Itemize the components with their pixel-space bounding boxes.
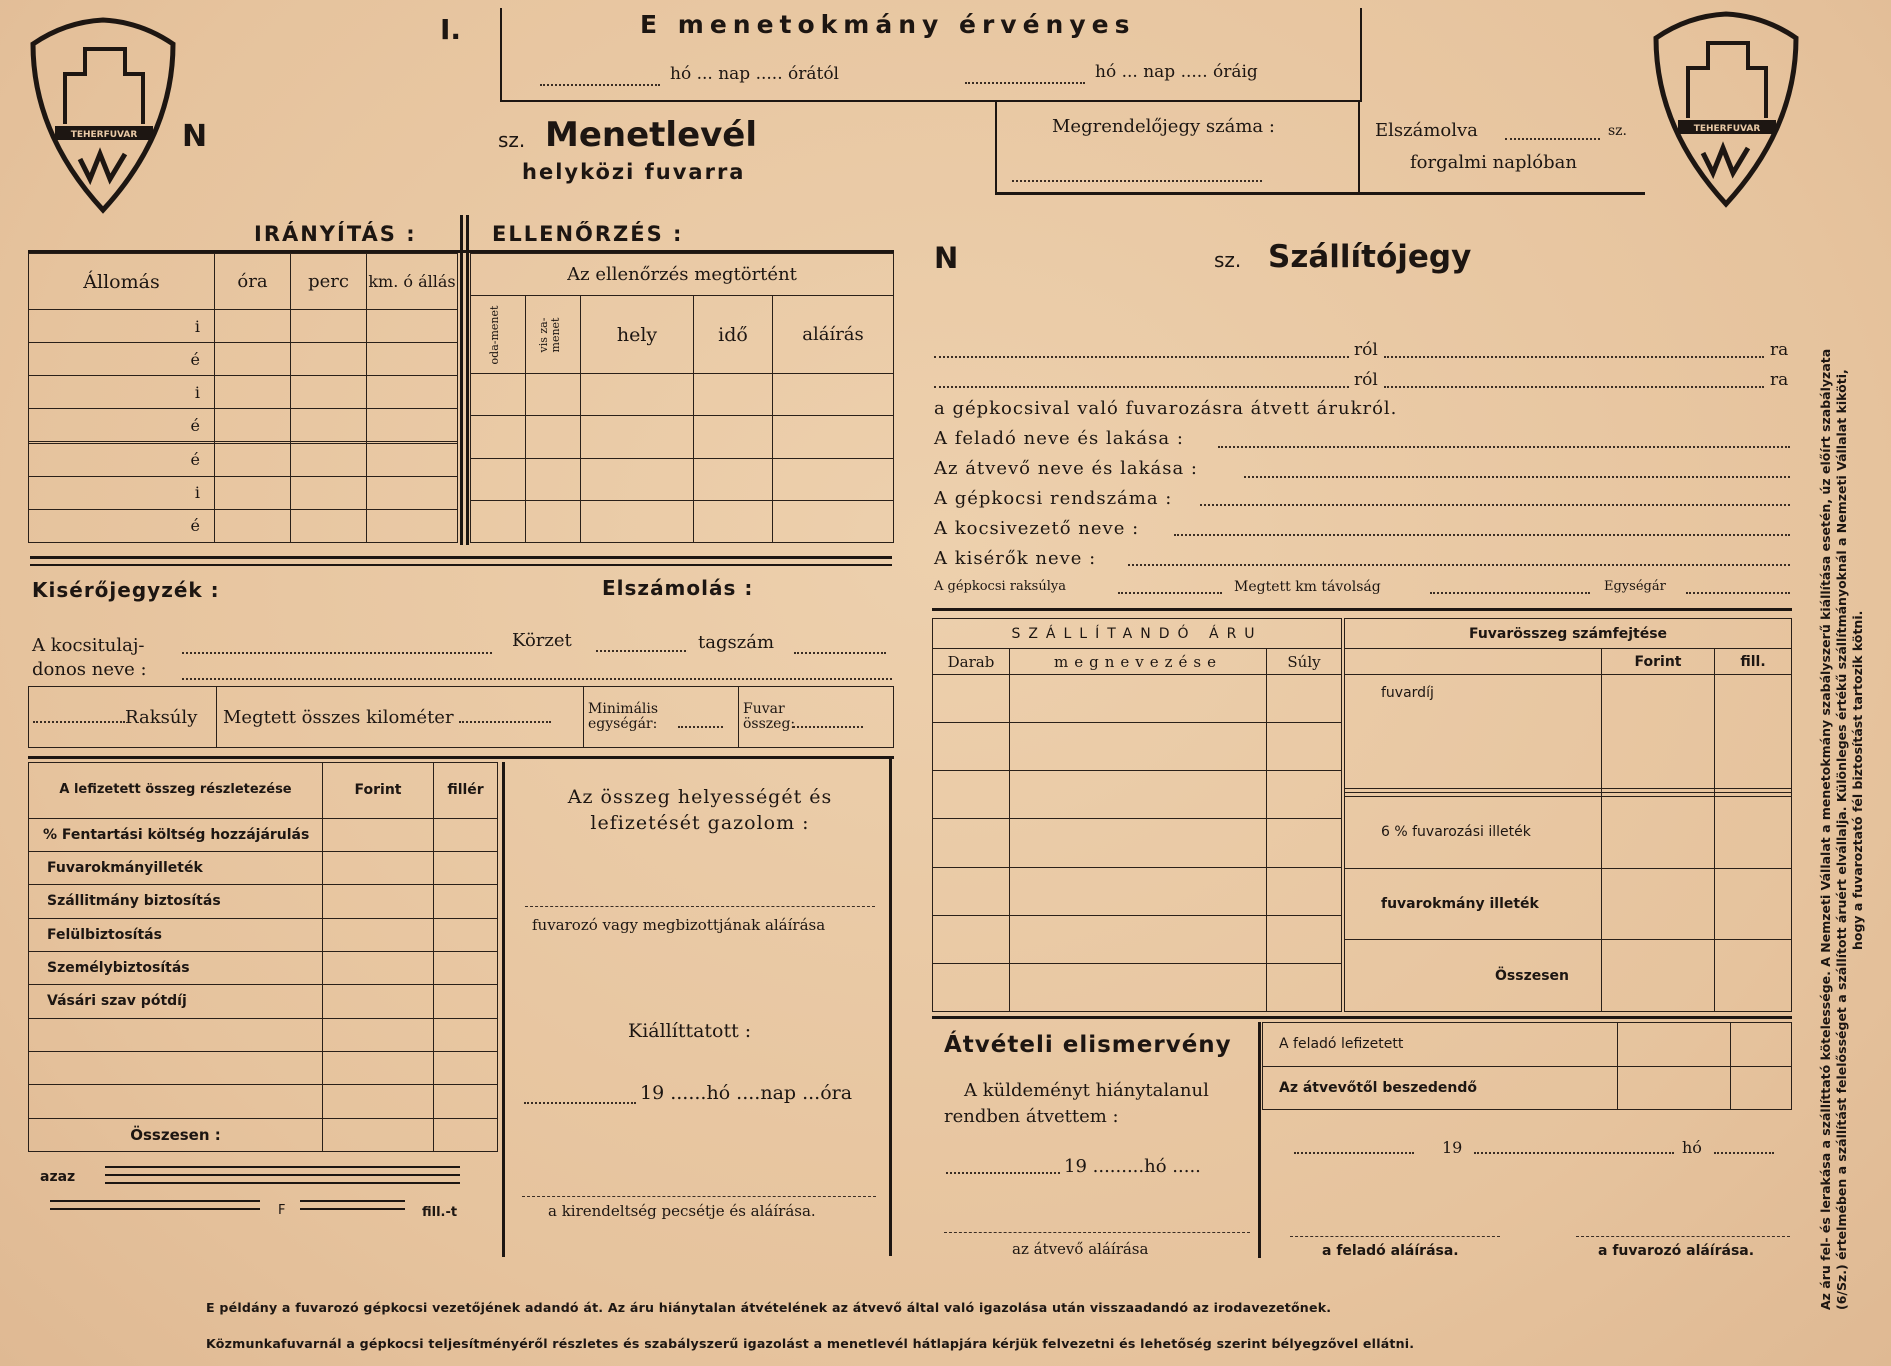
receipt-text: A küldeményt hiánytalanul rendben átvettem : (944, 1080, 1209, 1127)
footer-line-1: E példány a fuvarozó gépkocsi vezetőjének adandó át. Az áru hiánytalan átvételének az átvevő által való igazolása után visszaadandó az irodavezetőnek. (206, 1300, 1332, 1315)
traffic-log: forgalmi naplóban (1410, 152, 1577, 173)
payment-total: Összesen : (29, 1118, 323, 1151)
from-label-2: ról (1354, 370, 1378, 390)
receipt-title: Átvételi elismervény (944, 1032, 1232, 1058)
capacity-label: A gépkocsi raksúlya (934, 579, 1066, 594)
row-mark: é (29, 443, 215, 476)
col-weight: Súly (1267, 649, 1342, 675)
side-note-line-3: hogy a fuvaroztató fél biztosítást tartozik kötni. (1850, 610, 1865, 950)
from-label-1: ról (1354, 340, 1378, 360)
goods-title: SZÁLLÍTANDÓ ÁRU (933, 619, 1342, 649)
col-forint: Forint (323, 763, 434, 819)
escort-title: Kisérőjegyzék : (32, 578, 220, 602)
fill-label: fill.-t (422, 1205, 458, 1220)
settled-label: Elszámolva (1375, 120, 1478, 141)
min-unit-price: Minimális egységár: (588, 701, 659, 732)
row-mark: é (29, 409, 215, 442)
owner-label: A kocsitulaj-donos neve : (32, 635, 147, 680)
freight-calc-table (1344, 618, 1792, 1012)
member-no: tagszám (698, 632, 775, 653)
footer-line-2: Közmunkafuvarnál a gépkocsi teljesítményéről részletes és szabályszerű igazolást a menetlevél hátlapjára kérjük felvezetni és lehetőség szerint bélyegzővel ellátni. (206, 1336, 1415, 1351)
row-mark: é (29, 509, 215, 542)
receipt-payment-table (1262, 1022, 1792, 1110)
calc-title: Fuvarösszeg számfejtése (1345, 619, 1792, 649)
sender-paid: A feladó lefizetett (1263, 1023, 1618, 1067)
issued-date: 19 ......hó ....nap ...óra (640, 1082, 853, 1104)
payment-header: A lefizetett összeg részletezése (29, 763, 323, 819)
copy-number: I. (440, 13, 462, 46)
goods-table (932, 618, 1342, 1012)
freight-row (28, 686, 894, 748)
fee-label: fuvardíj (1345, 675, 1602, 789)
calc-col-forint: Forint (1602, 649, 1715, 675)
col-name: megnevezése (1010, 649, 1267, 675)
waybill-title: Menetlevél (545, 115, 758, 155)
receiver-label: Az átvevő neve és lakása : (934, 458, 1198, 479)
to-label-2: ra (1770, 370, 1789, 390)
date-right-19: 19 (1442, 1138, 1463, 1157)
consignment-sz: sz. (1214, 248, 1242, 272)
logo-text-left: TEHERFUVAR (70, 130, 138, 140)
unit-price-label: Egységár (1604, 579, 1666, 594)
company-logo-right (1648, 8, 1803, 208)
validity-from: hó ... nap ..... órától (670, 64, 839, 84)
receipt-date: 19 .........hó ..... (1064, 1156, 1201, 1177)
driver-label: A kocsivezető neve : (934, 518, 1140, 539)
goods-line: a gépkocsival való fuvarozásra átvett árukról. (934, 398, 1398, 419)
calc-col-fill: fill. (1715, 649, 1792, 675)
distance-label: Megtett km távolság (1234, 579, 1381, 595)
col-outward: oda-menet (488, 305, 501, 364)
sender-label: A feladó neve és lakása : (934, 428, 1184, 449)
col-signature: aláírás (773, 296, 894, 374)
f-label: F (278, 1203, 286, 1218)
row-mark: é (29, 343, 215, 376)
col-minute: perc (291, 254, 367, 310)
side-note (1818, 20, 1866, 1310)
row-mark: i (29, 476, 215, 509)
sender-sign: a feladó aláírása. (1322, 1243, 1459, 1259)
settlement-title: Elszámolás : (602, 576, 754, 600)
payment-row: % Fentartási költség hozzájárulás (29, 818, 323, 851)
payment-row: Felülbiztosítás (29, 918, 323, 951)
escorts-label: A kisérők neve : (934, 548, 1097, 569)
col-filler: fillér (434, 763, 498, 819)
logo-text-right: TEHERFUVAR (1693, 124, 1761, 134)
col-place: hely (581, 296, 694, 374)
consignment-prefix-n: N (934, 241, 959, 275)
issued-label: Kiállíttatott : (628, 1020, 752, 1042)
row-mark: i (29, 376, 215, 409)
validity-title: E menetokmány érvényes (640, 10, 1136, 39)
branch-sign: a kirendeltség pecsétje és aláírása. (548, 1202, 816, 1220)
settled-sz: sz. (1608, 123, 1628, 139)
col-station: Állomás (29, 254, 215, 310)
order-slip-label: Megrendelőjegy száma : (1052, 116, 1275, 137)
routing-title: IRÁNYÍTÁS : (254, 222, 417, 246)
carrier-sign: fuvarozó vagy megbizottjának aláírása (532, 916, 826, 934)
col-hour: óra (215, 254, 291, 310)
carrier-sign-right: a fuvarozó aláírása. (1598, 1243, 1755, 1259)
company-logo-left (25, 14, 180, 214)
to-label-1: ra (1770, 340, 1789, 360)
waybill-prefix-n: N (182, 119, 208, 154)
side-note-line-2: (6/Sz.) értelmében a szállítást felelősséget a szállított áruért elvállalja. Különleges értékű szállítmányoknál a Nemzeti Vállalat kiköti, (1834, 369, 1849, 1310)
payment-row: Szállitmány biztosítás (29, 885, 323, 918)
receiver-sign: az átvevő aláírása (1012, 1240, 1149, 1258)
col-time: idő (694, 296, 773, 374)
freight-amount: Fuvar összeg: (743, 701, 796, 732)
payment-row: Vásári szav pótdíj (29, 985, 323, 1018)
inspection-table (470, 253, 894, 543)
doc-fee-label: fuvarokmány illeték (1345, 868, 1602, 940)
col-pieces: Darab (933, 649, 1010, 675)
total-km-label: Megtett összes kilométer (223, 706, 454, 728)
payment-row: Személybiztosítás (29, 951, 323, 984)
waybill-sz: sz. (498, 128, 526, 152)
col-km: km. ó állás (367, 254, 458, 310)
payment-table (28, 762, 498, 1152)
date-right-ho: hó (1682, 1138, 1702, 1157)
calc-total: Összesen (1345, 940, 1602, 1012)
col-return: vis za-menet (537, 317, 562, 352)
waybill-subtitle: helyközi fuvarra (522, 160, 746, 184)
payment-row: Fuvarokmányilleték (29, 851, 323, 884)
inspection-header: Az ellenőrzés megtörtént (471, 254, 894, 296)
district: Körzet (512, 630, 572, 651)
routing-table (28, 253, 458, 543)
certify-text: Az összeg helyességét és lefizetését gazolom : (567, 786, 833, 834)
inspection-title: ELLENŐRZÉS : (492, 222, 684, 246)
azaz-label: azaz (40, 1169, 76, 1185)
validity-to: hó ... nap ..... óráig (1095, 62, 1258, 82)
consignment-title: Szállítójegy (1268, 239, 1472, 275)
plate-label: A gépkocsi rendszáma : (934, 488, 1173, 509)
weight-label: Raksúly (125, 706, 198, 728)
receiver-due: Az átvevőtől beszedendő (1263, 1066, 1618, 1110)
row-mark: i (29, 310, 215, 343)
side-note-line-1: Az áru fel- és lerakása a szállíttató kötelessége. A Nemzeti Vállalat a menetokmány szabályszerű kiállítása esetén, úz előírt szabályzata (1818, 348, 1833, 1310)
tax-label: 6 % fuvarozási illeték (1345, 797, 1602, 869)
